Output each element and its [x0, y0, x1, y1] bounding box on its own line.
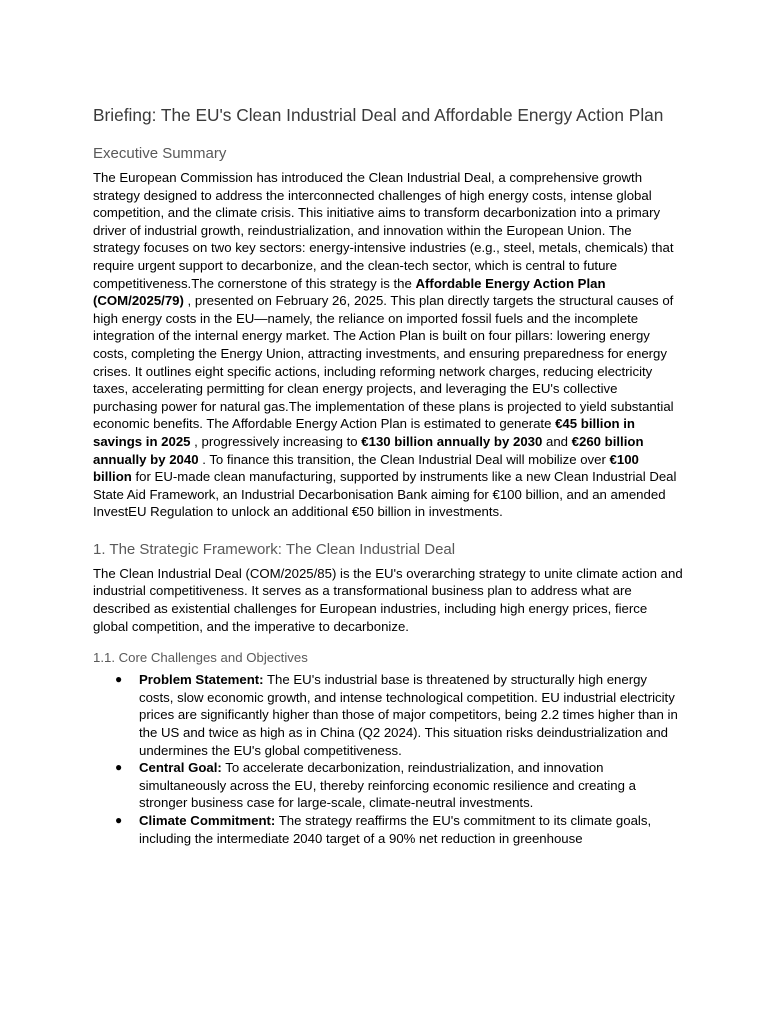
exec-text-2: , presented on February 26, 2025. This plan directly targets the structural causes of high energy costs in the EU—namely, the reliance on imported fossil fuels and the incomplete integration of the internal energy market. The Action Plan is built on four pillars: lowering energy costs, completing the Energy Union, attracting investments, and ensuring preparedness for energy crises. It outlines eight specific actions, including reforming network charges, reducing electricity taxes, accelerating permitting for clean energy projects, and leveraging the EU's collective purchasing power for natural gas.The implementation of these plans is projected to yield substantial economic benefits. The Affordable Energy Action Plan is estimated to generate	[93, 293, 674, 432]
savings-2030: €130 billion annually by 2030	[361, 433, 543, 449]
bullet-icon: ●	[115, 672, 123, 687]
savings-2025: €45 billion in savings in 2025	[93, 416, 635, 449]
exec-text-3: , progressively increasing to	[190, 433, 362, 449]
executive-summary-heading: Executive Summary	[93, 145, 227, 162]
list-item-text: The strategy reaffirms the EU's commitment to its climate goals, including the intermediate 2040 target of a 90% net reduction in greenhouse	[139, 813, 652, 846]
mobilize-amount: €100 billion	[93, 451, 639, 485]
section-1-paragraph: The Clean Industrial Deal (COM/2025/85) is the EU's overarching strategy to unite climate action and industrial competitiveness. It serves as a transformational business plan to address what are described as existential challenges for European industries, including high energy prices, fierce global competition, and the imperative to decarbonize.	[93, 565, 683, 634]
list-item-text: To accelerate decarbonization, reindustrialization, and innovation simultaneously across the EU, thereby reinforcing economic resilience and creating a stronger business case for large-scale, climate-neutral investments.	[139, 760, 636, 811]
document-title: Briefing: The EU's Clean Industrial Deal and Affordable Energy Action Plan	[93, 105, 664, 125]
savings-2040: €260 billion annually by 2040	[93, 433, 644, 467]
list-item-label: Central Goal:	[139, 760, 222, 776]
exec-text-6: for EU-made clean manufacturing, supported by instruments like a new Clean Industrial Deal State Aid Framework, an Industrial Decarbonisation Bank aiming for €100 billion, and an amended InvestEU Regulation to unlock an additional €50 billion in investments.	[93, 469, 677, 520]
bullet-icon: ●	[115, 813, 123, 827]
section-1-heading: 1. The Strategic Framework: The Clean Industrial Deal	[93, 540, 456, 558]
plan-name: Affordable Energy Action Plan (COM/2025/79)	[93, 275, 606, 309]
bullet-icon: ●	[115, 760, 123, 775]
list-item-text: The EU's industrial base is threatened by structurally high energy costs, slow economic growth, and intense technological competition. EU industrial electricity prices are significantly higher than those of major competitors, being 2.2 times higher than in the US and twice as high as in China (Q2 2024). This situation risks deindustrialization and undermines the EU's global competitiveness.	[139, 672, 678, 758]
exec-text-1: The European Commission has introduced the Clean Industrial Deal, a comprehensive growth strategy designed to address the interconnected challenges of high energy costs, intense global competition, and the climate crisis. This initiative aims to transform decarbonization into a primary driver of industrial growth, reindustrialization, and innovation within the European Union. The strategy focuses on two key sectors: energy-intensive industries (e.g., steel, metals, chemicals) that require urgent support to decarbonize, and the clean-tech sector, which is central to future competitiveness.The cornerstone of this strategy is the	[93, 170, 674, 291]
list-item	[93, 671, 683, 759]
list-item-label: Climate Commitment:	[139, 813, 276, 828]
list-item	[93, 759, 683, 812]
document-page	[93, 104, 683, 847]
exec-text-4: and	[542, 433, 572, 449]
exec-text-5: . To finance this transition, the Clean Industrial Deal will mobilize over	[198, 451, 610, 467]
list-item	[93, 812, 683, 847]
executive-summary-paragraph	[93, 169, 677, 521]
list-item-label: Problem Statement:	[139, 672, 264, 688]
core-challenges-list	[93, 671, 683, 847]
subsection-1-1-heading: 1.1. Core Challenges and Objectives	[93, 650, 308, 666]
